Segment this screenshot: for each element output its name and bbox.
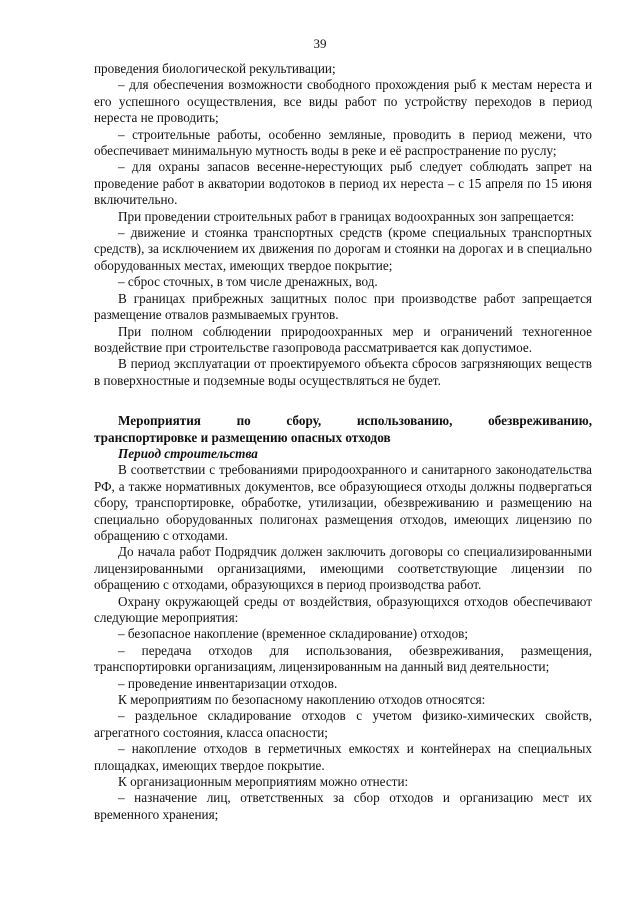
paragraph: – безопасное накопление (временное складирование) отходов; <box>118 626 469 642</box>
paragraph: – передача отходов для использования, обезвреживания, размещения, транспортировки организациям, лицензированным на данный вид деятельности; <box>94 642 592 675</box>
paragraph: К организационным мероприятиям можно отнести: <box>118 774 409 790</box>
top-text-block <box>94 61 592 389</box>
section-gap <box>94 389 592 413</box>
paragraph: В период эксплуатации от проектируемого объекта сбросов загрязняющих веществ в поверхностные и подземные воды осуществляться не будет. <box>94 356 592 388</box>
bottom-text-block <box>94 462 592 823</box>
section-heading <box>94 413 592 446</box>
paragraph: – раздельное складирование отходов с учетом физико-химических свойств, агрегатного состояния, класса опасности; <box>94 708 592 740</box>
paragraph: До начала работ Подрядчик должен заключить договоры со специализированными лицензированными организациями, имеющими соответствующие лицензии по обращению с отходами, образующихся в период производства работ. <box>94 544 592 593</box>
paragraph: Охрану окружающей среды от воздействия, образующихся отходов обеспечивают следующие мероприятия: <box>94 593 592 625</box>
paragraph: – для обеспечения возможности свободного прохождения рыб к местам нереста и его успешного осуществления, все виды работ по устройству переходов в период нереста не проводить; <box>94 77 592 126</box>
paragraph: – назначение лиц, ответственных за сбор отходов и организацию мест их временного хранения; <box>94 790 592 822</box>
page-content <box>94 61 592 823</box>
paragraph: При полном соблюдении природоохранных мер и ограничений техногенное воздействие при строительстве газопровода рассматривается как допустимое. <box>94 323 592 355</box>
page-number: 39 <box>313 36 327 51</box>
paragraph: К мероприятиям по безопасному накоплению отходов относятся: <box>118 692 486 708</box>
paragraph: – строительные работы, особенно земляные, проводить в период межени, что обеспечивает минимальную мутность воды в реке и её распространение по руслу; <box>94 126 592 159</box>
paragraph: проведения биологической рекультивации; <box>94 61 336 76</box>
paragraph: В соответствии с требованиями природоохранного и санитарного законодательства РФ, а также нормативных документов, все образующиеся отходы должны подвергаться сбору, транспортировке, обработке, утилизации, обезвреживанию и размещению на специально оборудованных полигонах размещения отходов, имеющих лицензию по обращению с отходами. <box>94 462 592 543</box>
paragraph: – для охраны запасов весенне-нерестующих рыб следует соблюдать запрет на проведение работ в акватории водотоков в период их нереста – с 15 апреля по 15 июня включительно. <box>94 159 592 208</box>
paragraph: В границах прибрежных защитных полос при производстве работ запрещается размещение отвалов размываемых грунтов. <box>94 290 592 323</box>
paragraph: – движение и стоянка транспортных средств (кроме специальных транспортных средств), за исключением их движения по дорогам и стоянки на дорогах и в специально оборудованных местах, имеющих твердое покрытие; <box>94 225 592 273</box>
paragraph: – проведение инвентаризации отходов. <box>118 675 338 691</box>
section-heading-line-1: Мероприятия по сбору, использованию, обезвреживанию, <box>118 413 592 429</box>
paragraph: – сброс сточных, в том числе дренажных, вод. <box>118 274 378 290</box>
subheading: Период строительства <box>118 445 258 461</box>
paragraph: При проведении строительных работ в границах водоохранных зон запрещается: <box>118 208 575 224</box>
section-heading-line-2: транспортировке и размещению опасных отходов <box>94 429 391 445</box>
paragraph: – накопление отходов в герметичных емкостях и контейнерах на специальных площадках, имеющих твердое покрытие. <box>94 741 592 773</box>
